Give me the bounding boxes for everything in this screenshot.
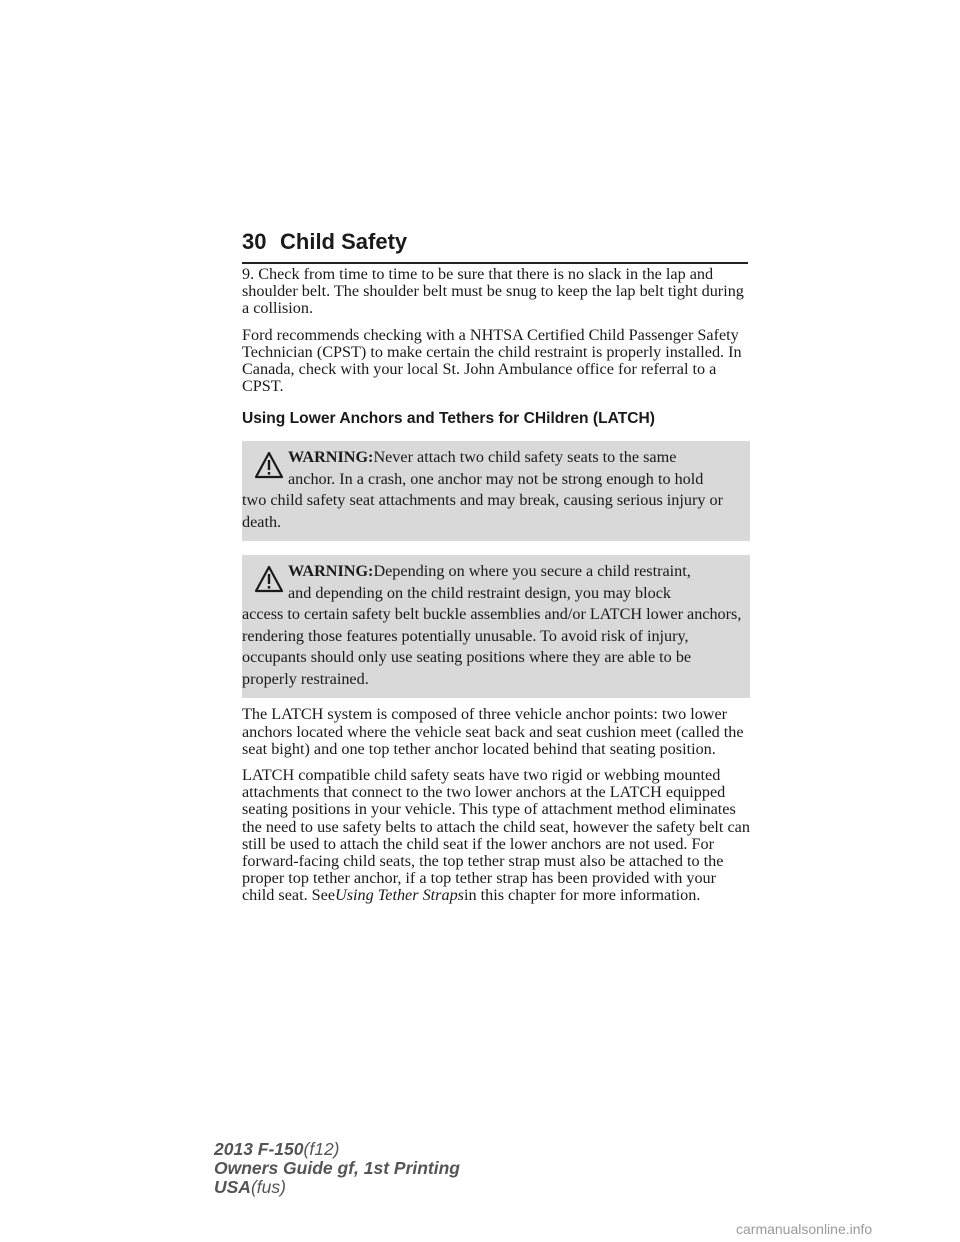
page-header xyxy=(242,228,748,264)
warning-1-line-2: anchor. In a crash, one anchor may not be strong enough to hold xyxy=(288,469,704,488)
paragraph-cpst: Ford recommends checking with a NHTSA Certified Child Passenger Safety Technician (CPST) to make certain the child restraint is properly installed. In Canada, check with your local St. John Ambulance office for referral to a CPST. xyxy=(242,325,742,396)
warning-2-text: access to certain safety belt buckle assemblies and/or LATCH lower anchors, rendering those features potentially unusable. To avoid risk of injury, occupants should only use seating positions where they are able to be properly restrained. xyxy=(242,605,742,688)
warning-1-line-1: Never attach two child safety seats to the same xyxy=(373,448,677,467)
paragraph-latch-seats-tail: in this chapter for more information. xyxy=(463,886,701,905)
warning-2-line-1: Depending on where you secure a child restraint, xyxy=(373,562,691,581)
watermark-text: carmanualsonline.info xyxy=(736,1221,873,1237)
warning-triangle-icon xyxy=(254,565,284,593)
paragraph-latch-system: The LATCH system is composed of three vehicle anchor points: two lower anchors located where the vehicle seat back and seat cushion meet (called the seat bight) and one top tether anchor located behind that seating position. xyxy=(242,705,744,758)
warning-2-label: WARNING: xyxy=(288,562,374,581)
footer-market: USA xyxy=(214,1177,251,1197)
document-footer xyxy=(214,1140,514,1197)
warning-triangle-icon xyxy=(254,451,284,479)
warning-1-first-lines xyxy=(242,447,744,490)
footer-guide: Owners Guide gf, 1st Printing xyxy=(214,1158,460,1178)
footer-model: 2013 F-150 xyxy=(214,1139,304,1159)
paragraph-step-9: 9. Check from time to time to be sure that there is no slack in the lap and shoulder belt. The shoulder belt must be snug to keep the lap belt tight during a collision. xyxy=(242,265,744,318)
chapter-title: Child Safety xyxy=(280,229,408,254)
warning-2-first-lines xyxy=(242,561,744,604)
warning-1-label: WARNING: xyxy=(288,448,374,467)
warning-box-1 xyxy=(242,441,750,541)
tether-straps-reference-link[interactable]: Using Tether Straps xyxy=(335,886,464,905)
footer-model-code: (f12) xyxy=(303,1139,340,1159)
warning-1-text: two child safety seat attachments and may break, causing serious injury or death. xyxy=(242,491,723,531)
paragraph-latch-seats xyxy=(242,767,750,905)
paragraph-latch-seats-text: LATCH compatible child safety seats have two rigid or webbing mounted attachments that connect to the two lower anchors at the LATCH equipped seating positions in your vehicle. This type of attachment method eliminates the need to use safety belts to attach the child seat, however the safety belt can still be used to attach the child seat if the lower anchors are not used. For forward-facing child seats, the top tether strap must also be attached to the proper top tether anchor, if a top tether strap has been provided with your child seat. See xyxy=(242,766,750,905)
warning-2-line-2: and depending on the child restraint design, you may block xyxy=(288,583,672,602)
warning-box-2 xyxy=(242,555,750,698)
page-number: 30 xyxy=(242,229,267,254)
footer-market-code: (fus) xyxy=(250,1177,286,1197)
section-heading: Using Lower Anchors and Tethers for CHildren (LATCH) xyxy=(242,410,655,428)
page-content xyxy=(242,266,750,914)
